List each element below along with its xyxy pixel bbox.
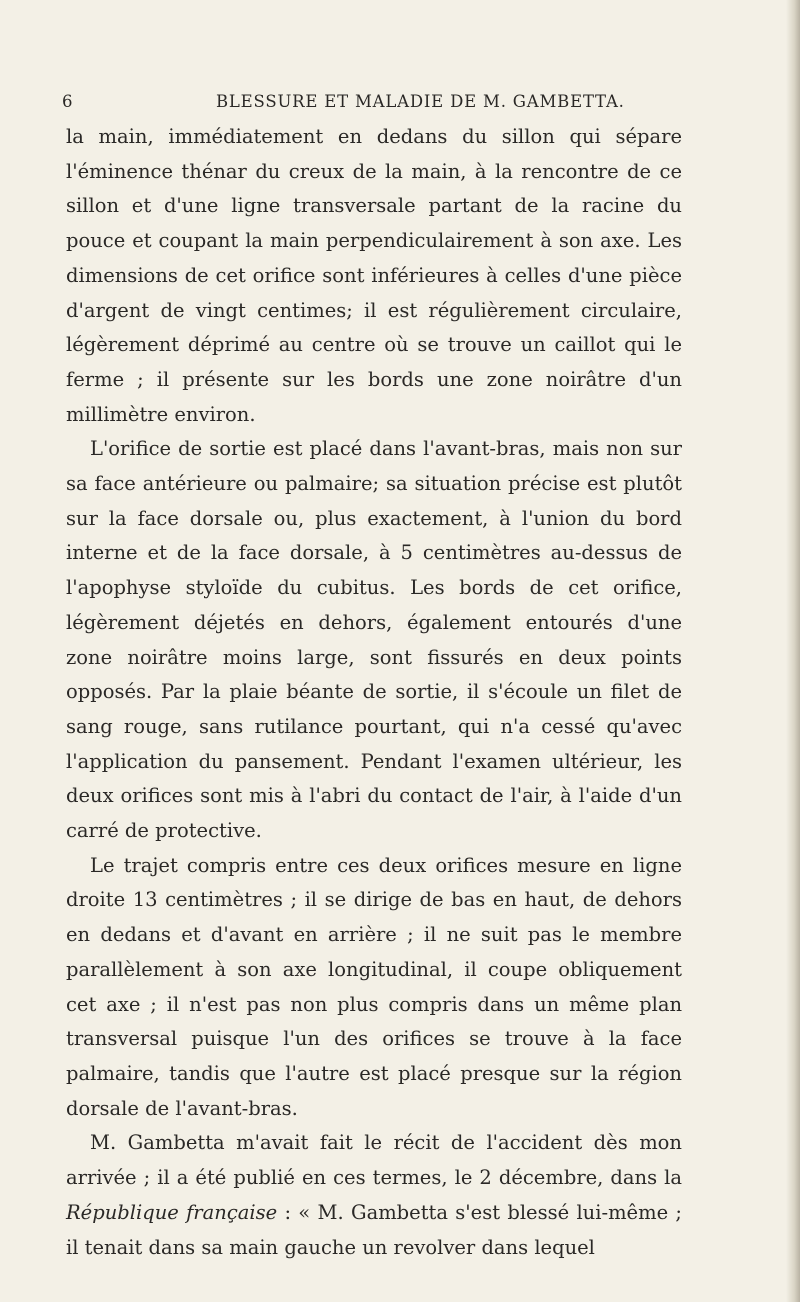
page-edge-shadow	[786, 0, 800, 1302]
newspaper-title: République française	[66, 1200, 278, 1224]
paragraph-4-text-before: M. Gambetta m'avait fait le récit de l'accident dès mon arrivée ; il a été publié en ces termes, le 2 décembre, dans la	[66, 1131, 682, 1190]
book-page	[62, 92, 682, 1265]
body-text	[66, 120, 682, 1265]
paragraph-2: L'orifice de sortie est placé dans l'avant-bras, mais non sur sa face antérieure ou palmaire; sa situation précise est plutôt sur la face dorsale ou, plus exactement, à l'union du bord interne et de la face dorsale, à 5 centimètres au-dessus de l'apophyse styloïde du cubitus. Les bords de cet orifice, légèrement déjetés en dehors, également entourés d'une zone noirâtre moins large, sont fissurés en deux points opposés. Par la plaie béante de sortie, il s'écoule un filet de sang rouge, sans rutilance pourtant, qui n'a cessé qu'avec l'application du pansement. Pendant l'examen ultérieur, les deux orifices sont mis à l'abri du contact de l'air, à l'aide d'un carré de protective.	[66, 437, 682, 843]
paragraph-4	[66, 1126, 682, 1265]
paragraph-1: la main, immédiatement en dedans du sillon qui sépare l'éminence thénar du creux de la main, à la rencontre de ce sillon et d'une ligne transversale partant de la racine du pouce et coupant la main perpendiculairement à son axe. Les dimensions de cet orifice sont inférieures à celles d'une pièce d'argent de vingt centimes; il est régulièrement circulaire, légèrement déprimé au centre où se trouve un caillot qui le ferme ; il présente sur les bords une zone noirâtre d'un millimètre environ.	[66, 125, 682, 426]
running-header	[62, 92, 682, 118]
page-number: 6	[62, 92, 74, 111]
running-title: BLESSURE ET MALADIE DE M. GAMBETTA.	[216, 92, 625, 111]
paragraph-4-text-after: : « M. Gambetta s'est blessé lui-même ; il tenait dans sa main gauche un revolver dans lequel	[66, 1200, 682, 1259]
paragraph-3: Le trajet compris entre ces deux orifices mesure en ligne droite 13 centimètres ; il se dirige de bas en haut, de dehors en dedans et d'avant en arrière ; il ne suit pas le membre parallèlement à son axe longitudinal, il coupe obliquement cet axe ; il n'est pas non plus compris dans un même plan transversal puisque l'un des orifices se trouve à la face palmaire, tandis que l'autre est placé presque sur la région dorsale de l'avant-bras.	[66, 853, 682, 1120]
